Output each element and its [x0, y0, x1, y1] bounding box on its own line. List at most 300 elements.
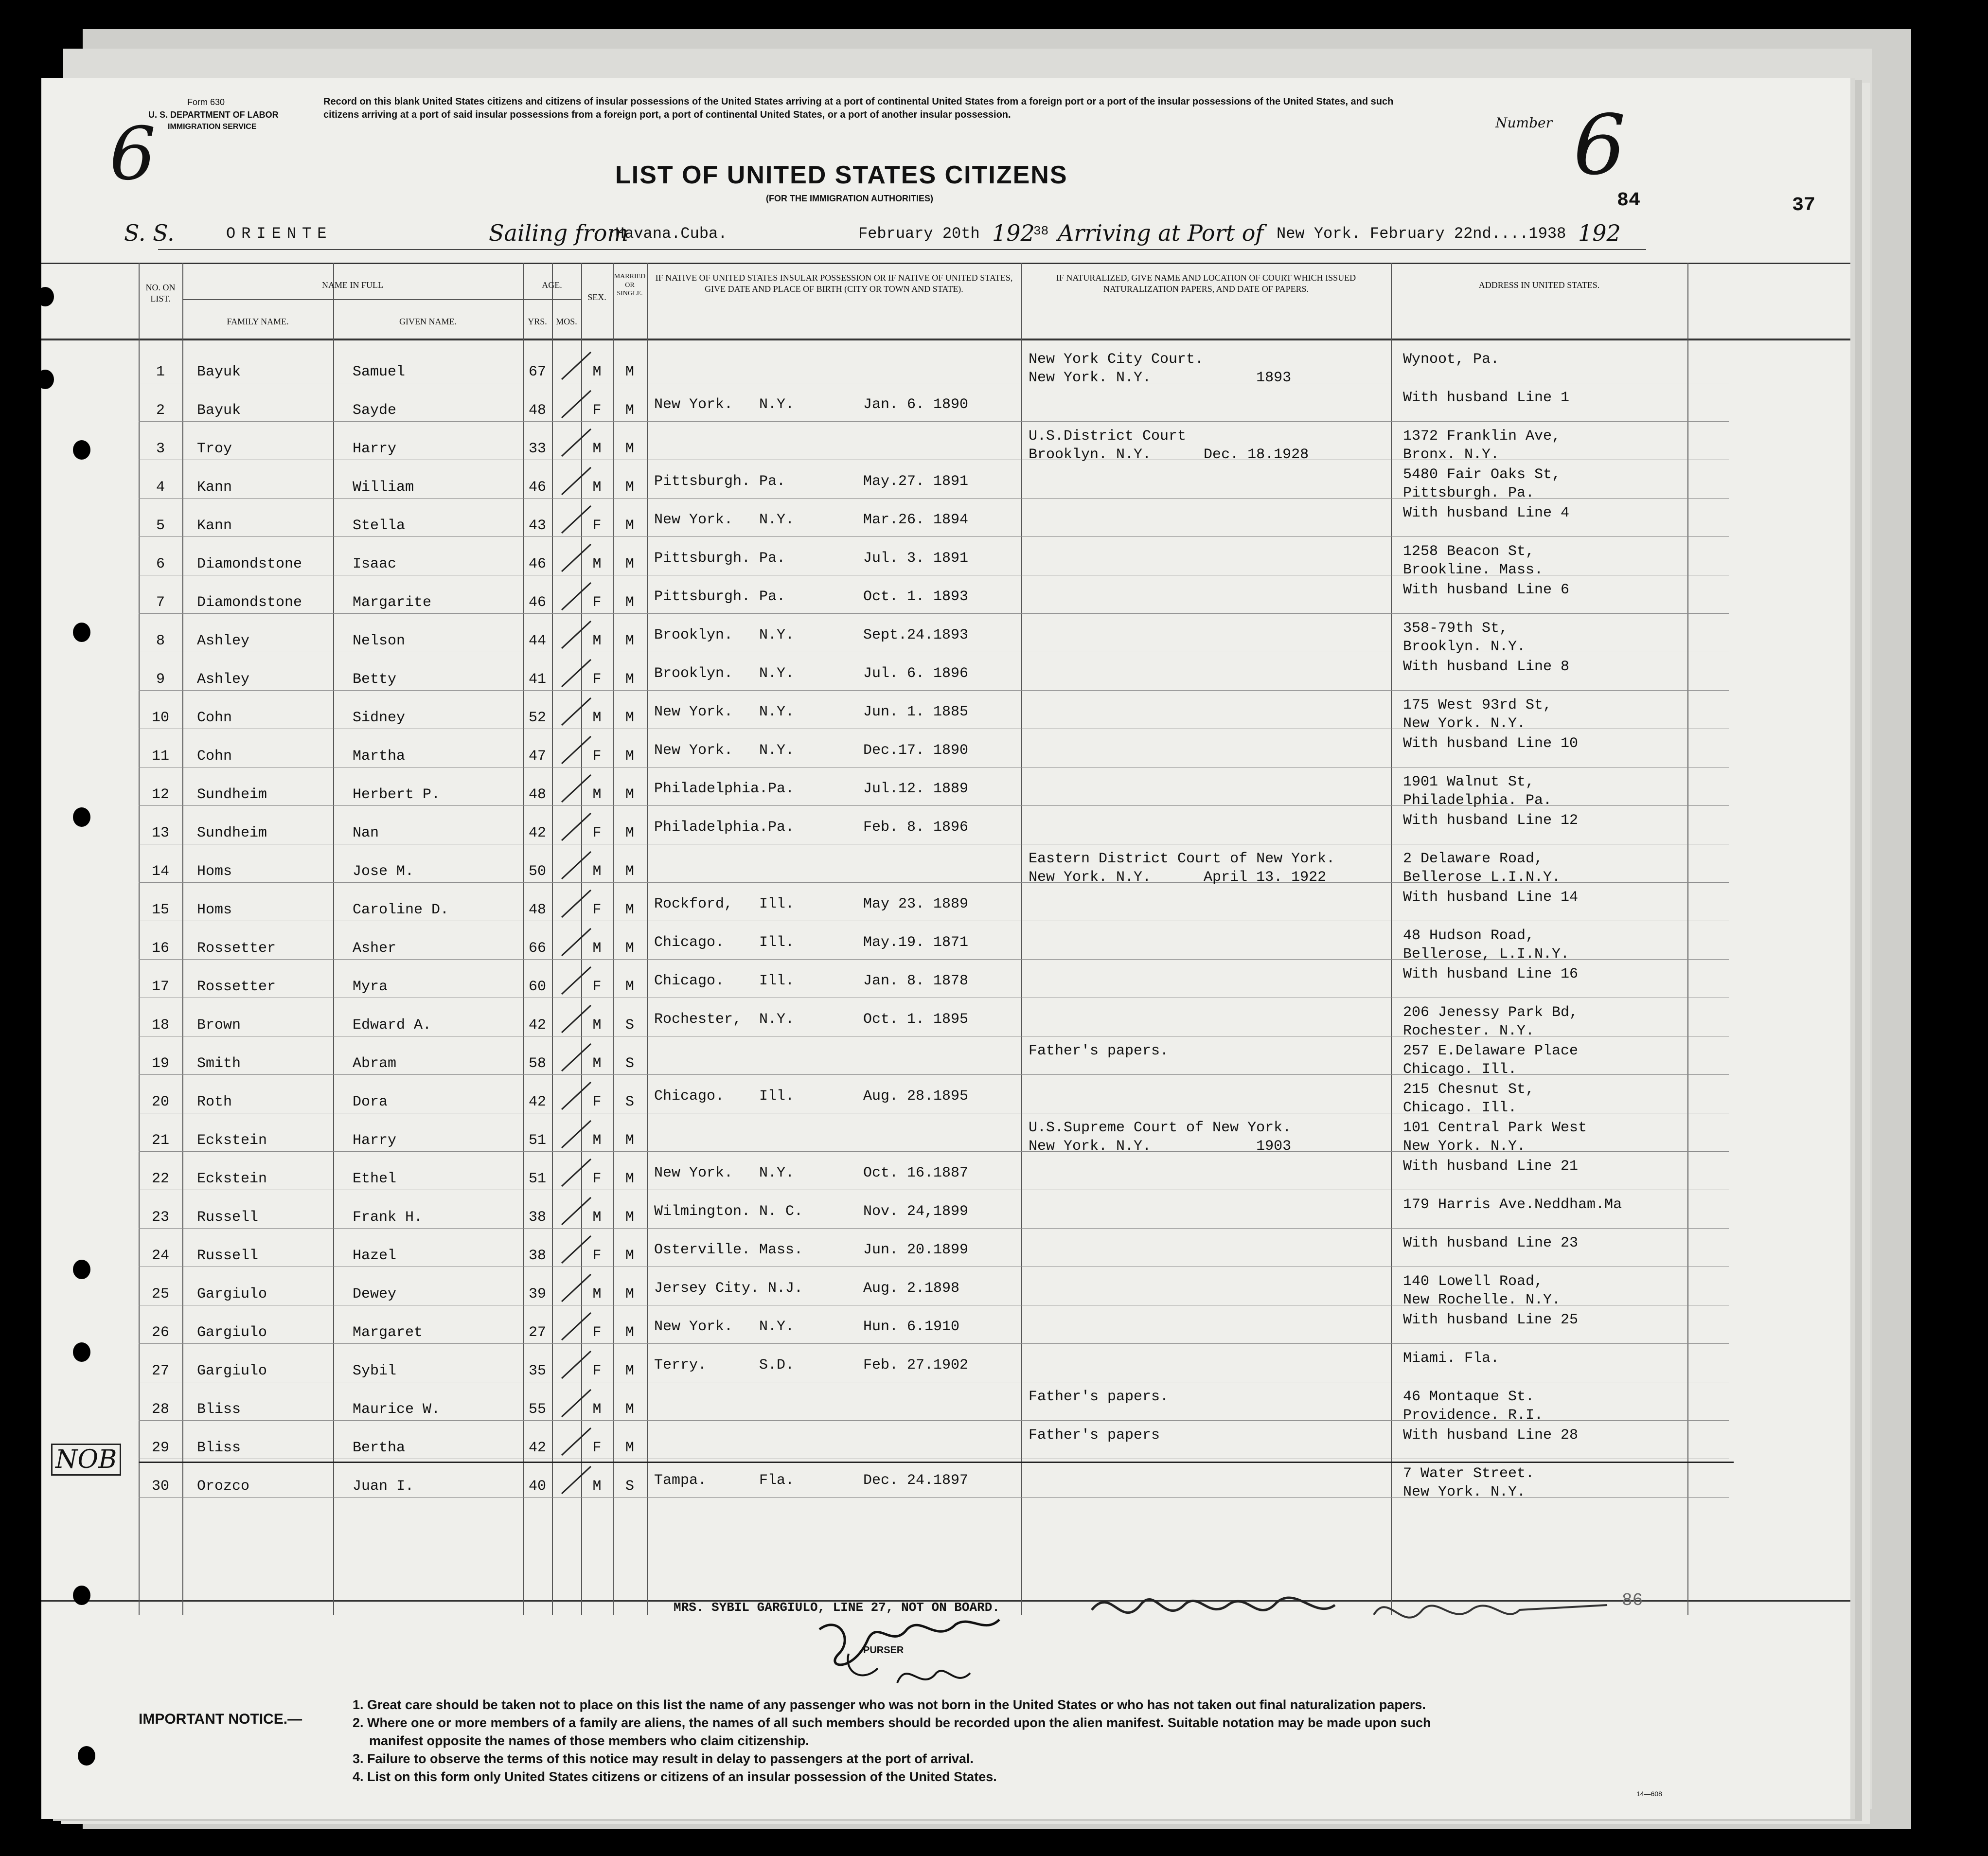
address-line-1: 5480 Fair Oaks St, — [1403, 466, 1561, 483]
marital-status: M — [625, 402, 634, 419]
age-years: 27 — [528, 1324, 546, 1341]
binder-hole — [78, 1746, 95, 1766]
given-name: Asher — [353, 940, 397, 957]
address-line-1: 101 Central Park West — [1403, 1120, 1587, 1136]
family-name: Gargiulo — [197, 1324, 267, 1341]
marital-status: M — [625, 1401, 634, 1418]
notice-list — [353, 1697, 1753, 1785]
table-row — [41, 1459, 1850, 1500]
row-number: 5 — [156, 518, 165, 534]
binder-hole — [73, 440, 90, 460]
notice-item-2: 2. Where one or more members of a family are aliens, the names of all such members should be recorded upon the alien manifest. Suitable notation may be made upon such — [353, 1715, 1431, 1730]
initials-mark — [892, 1654, 990, 1702]
manifest-table — [41, 263, 1850, 1615]
table-row — [41, 1113, 1850, 1155]
header-family-name: FAMILY NAME. — [227, 317, 289, 326]
row-number: 28 — [151, 1401, 169, 1418]
address-line-1: 206 Jenessy Park Bd, — [1403, 1004, 1579, 1021]
marital-status: M — [625, 556, 634, 572]
check-tick-mark — [557, 772, 596, 806]
notice-title: IMPORTANT NOTICE.— — [139, 1711, 302, 1727]
family-name: Gargiulo — [197, 1286, 267, 1303]
naturalization-line-2: New York. N.Y. 1893 — [1029, 370, 1292, 386]
family-name: Bayuk — [197, 402, 241, 419]
year-suffix: 38 — [1033, 224, 1049, 238]
table-row — [41, 1420, 1850, 1459]
check-tick-mark — [557, 810, 596, 844]
given-name: Martha — [353, 748, 406, 765]
birth-date: Jan. 6. 1890 — [863, 396, 969, 413]
check-tick-mark — [557, 1271, 596, 1305]
row-number: 26 — [151, 1324, 169, 1341]
family-name: Rossetter — [197, 940, 276, 957]
marital-status: M — [625, 786, 634, 803]
birth-place: New York. N.Y. — [654, 742, 795, 759]
address-line-1: With husband Line 25 — [1403, 1312, 1579, 1328]
page-subtitle: (FOR THE IMMIGRATION AUTHORITIES) — [766, 194, 933, 203]
birth-date: Mar.26. 1894 — [863, 512, 969, 528]
age-years: 42 — [528, 1017, 546, 1034]
given-name: Betty — [353, 671, 397, 688]
birth-place: Osterville. Mass. — [654, 1242, 803, 1258]
family-name: Kann — [197, 518, 232, 534]
sex: M — [592, 1132, 602, 1149]
address-line-2: Brooklyn. N.Y. — [1403, 639, 1526, 655]
address-line-1: 215 Chesnut St, — [1403, 1081, 1535, 1098]
age-years: 42 — [528, 1094, 546, 1110]
birth-place: Terry. S.D. — [654, 1357, 795, 1374]
department-name: U. S. DEPARTMENT OF LABOR — [148, 110, 279, 120]
address-line-1: With husband Line 6 — [1403, 582, 1570, 598]
address-line-1: With husband Line 21 — [1403, 1158, 1579, 1175]
naturalization-line-2: New York. N.Y. 1903 — [1029, 1138, 1292, 1155]
sex: M — [592, 1401, 602, 1418]
marital-status: M — [625, 1440, 634, 1456]
birth-date: Feb. 8. 1896 — [863, 819, 969, 836]
given-name: Harry — [353, 1132, 397, 1149]
notice-item-4: 4. List on this form only United States citizens or citizens of an insular possession of the United States. — [353, 1769, 997, 1784]
birth-date: Hun. 6.1910 — [863, 1319, 960, 1335]
check-tick-mark — [557, 1233, 596, 1267]
age-years: 38 — [528, 1248, 546, 1264]
row-number: 20 — [151, 1094, 169, 1110]
table-row — [41, 882, 1850, 921]
table-top-border — [41, 263, 1850, 264]
binder-hole — [73, 807, 90, 827]
given-name: Edward A. — [353, 1017, 432, 1034]
row-number: 17 — [151, 979, 169, 995]
corner-stamp: 86 — [1622, 1590, 1643, 1610]
age-years: 55 — [528, 1401, 546, 1418]
edge-number: 37 — [1792, 195, 1816, 216]
birth-place: New York. N.Y. — [654, 512, 795, 528]
table-row — [41, 1382, 1850, 1424]
address-line-1: 179 Harris Ave.Neddham.Ma — [1403, 1196, 1622, 1213]
birth-place: Chicago. Ill. — [654, 973, 795, 989]
given-name: Maurice W. — [353, 1401, 441, 1418]
marital-status: M — [625, 594, 634, 611]
binder-hole — [36, 370, 54, 389]
family-name: Roth — [197, 1094, 232, 1110]
check-tick-mark — [557, 388, 596, 422]
row-number: 22 — [151, 1171, 169, 1187]
birth-date: Aug. 2.1898 — [863, 1280, 960, 1297]
marital-status: M — [625, 710, 634, 726]
age-years: 48 — [528, 902, 546, 918]
header-name-in-full: NAME IN FULL — [322, 280, 383, 290]
table-row — [41, 1151, 1850, 1190]
birth-date: Feb. 27.1902 — [863, 1357, 969, 1374]
table-row — [41, 498, 1850, 536]
departure-date: February 20th — [858, 225, 980, 243]
header-sex: SEX. — [587, 292, 606, 302]
check-tick-mark — [557, 349, 596, 383]
marital-status: M — [625, 1209, 634, 1226]
row-number: 30 — [151, 1478, 169, 1495]
family-name: Sundheim — [197, 825, 267, 841]
naturalization-line-1: U.S.District Court — [1029, 428, 1187, 445]
address-line-1: 2 Delaware Road, — [1403, 851, 1544, 867]
print-code: 14—608 — [1636, 1790, 1662, 1798]
check-tick-mark — [557, 849, 596, 883]
age-years: 46 — [528, 556, 546, 572]
birth-place: New York. N.Y. — [654, 396, 795, 413]
ship-name: ORIENTE — [226, 225, 333, 243]
table-row — [41, 729, 1850, 767]
row-number: 29 — [151, 1440, 169, 1456]
notice-item-1: 1. Great care should be taken not to place on this list the name of any passenger who was not born in the United States or who has not taken out final naturalization papers. — [353, 1697, 1426, 1712]
row-number: 6 — [156, 556, 165, 572]
address-line-1: With husband Line 8 — [1403, 659, 1570, 675]
check-tick-mark — [557, 964, 596, 998]
year-prefix-arrival: 192 — [1578, 220, 1621, 246]
sex: F — [592, 825, 602, 841]
sex: F — [592, 1363, 602, 1379]
check-tick-mark — [557, 1041, 596, 1075]
marital-status: S — [625, 1055, 634, 1072]
birth-place: Chicago. Ill. — [654, 934, 795, 951]
address-line-1: Wynoot, Pa. — [1403, 351, 1500, 368]
birth-place: Rockford, Ill. — [654, 896, 795, 912]
table-row — [41, 1190, 1850, 1228]
manifest-page — [41, 78, 1850, 1819]
given-name: Margarite — [353, 594, 432, 611]
family-name: Russell — [197, 1248, 259, 1264]
age-years: 42 — [528, 1440, 546, 1456]
address-line-2: Chicago. Ill. — [1403, 1100, 1517, 1116]
service-name: IMMIGRATION SERVICE — [168, 123, 257, 131]
marital-status: M — [625, 902, 634, 918]
naturalization-line-1: Father's papers. — [1029, 1389, 1169, 1405]
table-row — [41, 767, 1850, 809]
sex: M — [592, 479, 602, 496]
check-tick-mark — [557, 1425, 596, 1459]
marital-status: M — [625, 1171, 634, 1187]
given-name: William — [353, 479, 414, 496]
table-row — [41, 1267, 1850, 1308]
age-subheader-line — [523, 299, 581, 300]
given-name: Margaret — [353, 1324, 423, 1341]
sex: M — [592, 556, 602, 572]
address-line-2: Bronx. N.Y. — [1403, 446, 1500, 463]
address-line-1: 48 Hudson Road, — [1403, 928, 1535, 944]
table-row — [41, 344, 1850, 386]
address-line-1: 140 Lowell Road, — [1403, 1273, 1544, 1290]
birth-date: Dec.17. 1890 — [863, 742, 969, 759]
row-number: 11 — [151, 748, 169, 765]
sailing-from-label: Sailing from — [489, 220, 629, 246]
given-name: Isaac — [353, 556, 397, 572]
sex: F — [592, 1324, 602, 1341]
marital-status: M — [625, 479, 634, 496]
table-row — [41, 690, 1850, 732]
handwritten-page-number: 6 — [109, 112, 156, 196]
family-name: Eckstein — [197, 1171, 267, 1187]
family-name: Troy — [197, 441, 232, 457]
table-row — [41, 959, 1850, 998]
name-subheader-line — [182, 299, 523, 300]
naturalization-line-1: Father's papers — [1029, 1427, 1160, 1444]
header-given-name: GIVEN NAME. — [399, 317, 457, 326]
sex: M — [592, 786, 602, 803]
nob-annotation: NOB — [51, 1444, 121, 1476]
address-line-2: Providence. R.I. — [1403, 1407, 1544, 1424]
age-years: 46 — [528, 594, 546, 611]
marital-status: M — [625, 940, 634, 957]
naturalization-line-2: New York. N.Y. April 13. 1922 — [1029, 869, 1327, 886]
header-yrs: YRS. — [528, 317, 547, 326]
birth-place: Brooklyn. N.Y. — [654, 627, 795, 643]
row-number: 13 — [151, 825, 169, 841]
age-years: 42 — [528, 825, 546, 841]
family-name: Kann — [197, 479, 232, 496]
marital-status: M — [625, 748, 634, 765]
age-years: 41 — [528, 671, 546, 688]
given-name: Jose M. — [353, 863, 414, 880]
sex: F — [592, 1171, 602, 1187]
row-number: 8 — [156, 633, 165, 649]
sex: F — [592, 748, 602, 765]
age-years: 50 — [528, 863, 546, 880]
table-row — [41, 805, 1850, 844]
family-name: Cohn — [197, 748, 232, 765]
check-tick-mark — [557, 1387, 596, 1421]
address-line-1: 175 West 93rd St, — [1403, 697, 1552, 714]
birth-date: May 23. 1889 — [863, 896, 969, 912]
age-years: 48 — [528, 402, 546, 419]
address-line-1: Miami. Fla. — [1403, 1350, 1500, 1367]
row-number: 15 — [151, 902, 169, 918]
family-name: Eckstein — [197, 1132, 267, 1149]
age-years: 48 — [528, 786, 546, 803]
table-row — [41, 1343, 1850, 1382]
birth-place: Pittsburgh. Pa. — [654, 550, 786, 567]
given-name: Dewey — [353, 1286, 397, 1303]
marital-status: M — [625, 825, 634, 841]
marital-status: S — [625, 1094, 634, 1110]
check-tick-mark — [557, 1118, 596, 1152]
address-line-2: New York. N.Y. — [1403, 1484, 1526, 1500]
given-name: Myra — [353, 979, 388, 995]
given-name: Ethel — [353, 1171, 397, 1187]
row-number: 25 — [151, 1286, 169, 1303]
address-line-2: New York. N.Y. — [1403, 715, 1526, 732]
address-line-1: With husband Line 14 — [1403, 889, 1579, 906]
table-row — [41, 383, 1850, 421]
given-name: Nan — [353, 825, 379, 841]
arriving-value: New York. February 22nd....1938 — [1277, 225, 1566, 243]
address-line-1: With husband Line 16 — [1403, 966, 1579, 982]
header-naturalized: IF NATURALIZED, GIVE NAME AND LOCATION OF COURT WHICH ISSUED NATURALIZATION PAPERS, AND DATE OF PAPERS. — [1056, 273, 1356, 294]
birth-place: Rochester, N.Y. — [654, 1011, 795, 1028]
birth-date: Jul.12. 1889 — [863, 781, 969, 797]
birth-place: Pittsburgh. Pa. — [654, 473, 786, 490]
check-tick-mark — [557, 695, 596, 729]
age-years: 52 — [528, 710, 546, 726]
family-name: Smith — [197, 1055, 241, 1072]
age-years: 60 — [528, 979, 546, 995]
row-number: 10 — [151, 710, 169, 726]
number-label: Number — [1495, 115, 1552, 131]
given-name: Caroline D. — [353, 902, 449, 918]
birth-place: New York. N.Y. — [654, 1319, 795, 1335]
table-row — [41, 1074, 1850, 1116]
sailing-from-value: Havana.Cuba. — [615, 225, 728, 243]
address-line-2: Pittsburgh. Pa. — [1403, 485, 1535, 501]
given-name: Hazel — [353, 1248, 397, 1264]
given-name: Harry — [353, 441, 397, 457]
table-row — [41, 613, 1850, 655]
marital-status: M — [625, 518, 634, 534]
given-name: Bertha — [353, 1440, 406, 1456]
birth-date: Oct. 1. 1893 — [863, 589, 969, 605]
sex: F — [592, 402, 602, 419]
check-tick-mark — [557, 926, 596, 960]
check-tick-mark — [557, 541, 596, 575]
family-name: Ashley — [197, 671, 250, 688]
marital-status: M — [625, 1286, 634, 1303]
naturalization-line-2: Brooklyn. N.Y. Dec. 18.1928 — [1029, 446, 1309, 463]
page-title: LIST OF UNITED STATES CITIZENS — [615, 161, 1068, 189]
sex: F — [592, 518, 602, 534]
notice-item-3: 3. Failure to observe the terms of this notice may result in delay to passengers at the port of arrival. — [353, 1751, 974, 1766]
check-tick-mark — [557, 618, 596, 652]
ship-line-underline — [158, 249, 1646, 250]
table-row — [41, 1036, 1850, 1078]
address-line-2: Bellerose L.I.N.Y. — [1403, 869, 1561, 886]
year-prefix: 192 — [992, 220, 1035, 246]
row-number: 18 — [151, 1017, 169, 1034]
sex: M — [592, 940, 602, 957]
naturalization-line-1: New York City Court. — [1029, 351, 1204, 368]
given-name: Sidney — [353, 710, 406, 726]
marital-status: M — [625, 979, 634, 995]
birth-date: Dec. 24.1897 — [863, 1472, 969, 1489]
marital-status: M — [625, 1324, 634, 1341]
birth-place: Pittsburgh. Pa. — [654, 589, 786, 605]
notice-item-2-continued: manifest opposite the names of those members who claim citizenship. — [369, 1733, 809, 1748]
given-name: Abram — [353, 1055, 397, 1072]
check-tick-mark — [557, 580, 596, 614]
given-name: Stella — [353, 518, 406, 534]
age-years: 51 — [528, 1171, 546, 1187]
marital-status: S — [625, 1478, 634, 1495]
check-tick-mark — [557, 464, 596, 499]
number-value: 6 — [1573, 97, 1626, 194]
given-name: Frank H. — [353, 1209, 423, 1226]
age-years: 40 — [528, 1478, 546, 1495]
age-years: 44 — [528, 633, 546, 649]
sex: M — [592, 633, 602, 649]
age-years: 66 — [528, 940, 546, 957]
address-line-1: 257 E.Delaware Place — [1403, 1043, 1579, 1059]
header-age: AGE. — [542, 280, 562, 290]
birth-date: Jul. 6. 1896 — [863, 665, 969, 682]
header-bottom-border — [41, 339, 1850, 340]
check-tick-mark — [557, 503, 596, 537]
marital-status: M — [625, 671, 634, 688]
naturalization-line-1: Eastern District Court of New York. — [1029, 851, 1335, 867]
address-line-1: 1372 Franklin Ave, — [1403, 428, 1561, 445]
birth-date: Oct. 16.1887 — [863, 1165, 969, 1181]
sex: M — [592, 441, 602, 457]
row-number: 19 — [151, 1055, 169, 1072]
birth-date: Nov. 24,1899 — [863, 1203, 969, 1220]
address-line-1: With husband Line 10 — [1403, 735, 1579, 752]
inspector-signature — [1082, 1576, 1627, 1649]
birth-date: Jul. 3. 1891 — [863, 550, 969, 567]
age-years: 58 — [528, 1055, 546, 1072]
sex: M — [592, 1055, 602, 1072]
address-line-2: New Rochelle. N.Y. — [1403, 1292, 1561, 1308]
address-line-1: With husband Line 4 — [1403, 505, 1570, 521]
family-name: Homs — [197, 902, 232, 918]
check-tick-mark — [557, 1310, 596, 1344]
row-number: 23 — [151, 1209, 169, 1226]
address-line-1: With husband Line 1 — [1403, 390, 1570, 406]
given-name: Herbert P. — [353, 786, 441, 803]
table-row — [41, 921, 1850, 963]
address-line-1: 358-79th St, — [1403, 620, 1509, 637]
header-birth: IF NATIVE OF UNITED STATES INSULAR POSSESSION OR IF NATIVE OF UNITED STATES, GIVE DATE AND PLACE OF BIRTH (CITY OR TOWN AND STATE). — [655, 273, 1013, 294]
sex: F — [592, 1094, 602, 1110]
table-row — [41, 460, 1850, 501]
table-row — [41, 1305, 1850, 1343]
row-number: 3 — [156, 441, 165, 457]
family-name: Gargiulo — [197, 1363, 267, 1379]
birth-date: Jan. 8. 1878 — [863, 973, 969, 989]
age-years: 35 — [528, 1363, 546, 1379]
row-number: 4 — [156, 479, 165, 496]
birth-date: Jun. 1. 1885 — [863, 704, 969, 720]
sex: M — [592, 1209, 602, 1226]
ship-prefix: S. S. — [124, 220, 175, 246]
sex: F — [592, 594, 602, 611]
sex: F — [592, 671, 602, 688]
header-address: ADDRESS IN UNITED STATES. — [1478, 280, 1600, 290]
corner-number: 84 — [1617, 190, 1641, 212]
age-years: 39 — [528, 1286, 546, 1303]
intro-text: Record on this blank United States citizens and citizens of insular possessions of the United States arriving at a port of continental United States from a foreign port or a port of the insular possessions of the United States, and such citizens arriving at a port of said insular possessions from a foreign port, a port of continental United States, or a port of another insular possession. — [323, 96, 1394, 120]
marital-status: M — [625, 441, 634, 457]
address-line-1: 1901 Walnut St, — [1403, 774, 1535, 790]
age-years: 47 — [528, 748, 546, 765]
address-line-1: With husband Line 12 — [1403, 812, 1579, 829]
sex: M — [592, 863, 602, 880]
row-number: 24 — [151, 1248, 169, 1264]
row-number: 9 — [156, 671, 165, 688]
table-row — [41, 575, 1850, 613]
